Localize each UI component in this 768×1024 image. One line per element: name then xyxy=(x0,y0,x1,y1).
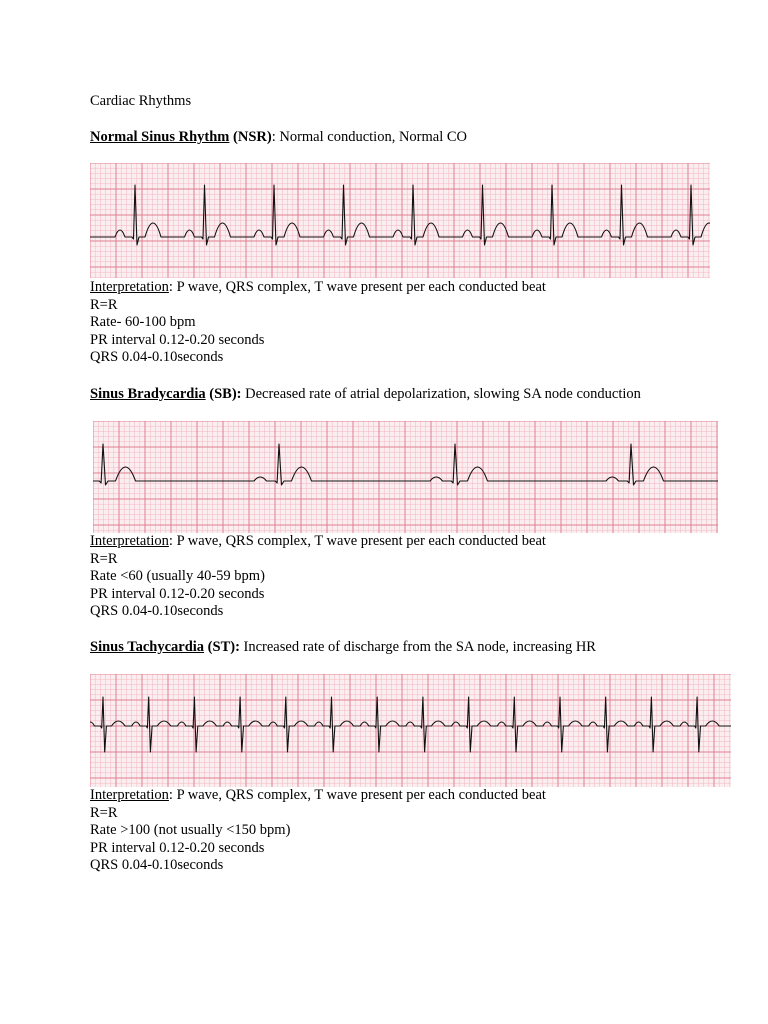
detail-line: R=R xyxy=(90,296,118,313)
interpretation-block-nsr xyxy=(90,279,546,367)
rhythm-name: Sinus Bradycardia xyxy=(90,386,206,402)
detail-line: QRS 0.04-0.10seconds xyxy=(90,349,224,366)
interpretation-block-sb xyxy=(90,533,546,621)
interpretation-label: Interpretation xyxy=(90,533,169,549)
interpretation-line xyxy=(90,533,546,551)
detail-line: Rate >100 (not usually <150 bpm) xyxy=(90,822,291,839)
rhythm-description: Decreased rate of atrial depolarization, slowing SA node conduction xyxy=(241,386,641,402)
detail-line: Rate <60 (usually 40-59 bpm) xyxy=(90,568,265,585)
rhythm-abbr: (SB): xyxy=(209,386,242,402)
detail-line: PR interval 0.12-0.20 seconds xyxy=(90,839,265,856)
ecg-strip-sb xyxy=(93,421,718,533)
ecg-strip-st xyxy=(90,674,731,787)
rhythm-description: Increased rate of discharge from the SA node, increasing HR xyxy=(239,639,596,655)
interpretation-text: : P wave, QRS complex, T wave present per each conducted beat xyxy=(168,279,546,295)
detail-line: QRS 0.04-0.10seconds xyxy=(90,857,224,874)
strip-paper xyxy=(90,163,710,278)
rhythm-name: Sinus Tachycardia xyxy=(90,639,205,655)
detail-line: QRS 0.04-0.10seconds xyxy=(90,603,224,620)
interpretation-line xyxy=(90,279,546,297)
section-heading-nsr xyxy=(90,129,467,147)
interpretation-line xyxy=(90,787,546,805)
interpretation-text: : P wave, QRS complex, T wave present per each conducted beat xyxy=(168,533,546,549)
page-title: Cardiac Rhythms xyxy=(90,93,192,109)
ecg-strip-nsr xyxy=(90,163,710,278)
rhythm-abbr: (NSR) xyxy=(233,129,272,145)
rhythm-abbr: (ST): xyxy=(207,639,240,655)
detail-line: Rate- 60-100 bpm xyxy=(90,314,196,331)
rhythm-description: : Normal conduction, Normal CO xyxy=(271,129,467,145)
detail-line: R=R xyxy=(90,804,118,821)
interpretation-block-st xyxy=(90,787,546,875)
strip-paper xyxy=(90,674,731,787)
rhythm-name: Normal Sinus Rhythm xyxy=(90,129,230,145)
detail-line: R=R xyxy=(90,550,118,567)
interpretation-label: Interpretation xyxy=(90,787,169,803)
detail-line: PR interval 0.12-0.20 seconds xyxy=(90,331,265,348)
interpretation-text: : P wave, QRS complex, T wave present per each conducted beat xyxy=(168,787,546,803)
interpretation-label: Interpretation xyxy=(90,279,169,295)
section-heading-st xyxy=(90,639,596,657)
detail-line: PR interval 0.12-0.20 seconds xyxy=(90,585,265,602)
section-heading-sb xyxy=(90,386,641,404)
